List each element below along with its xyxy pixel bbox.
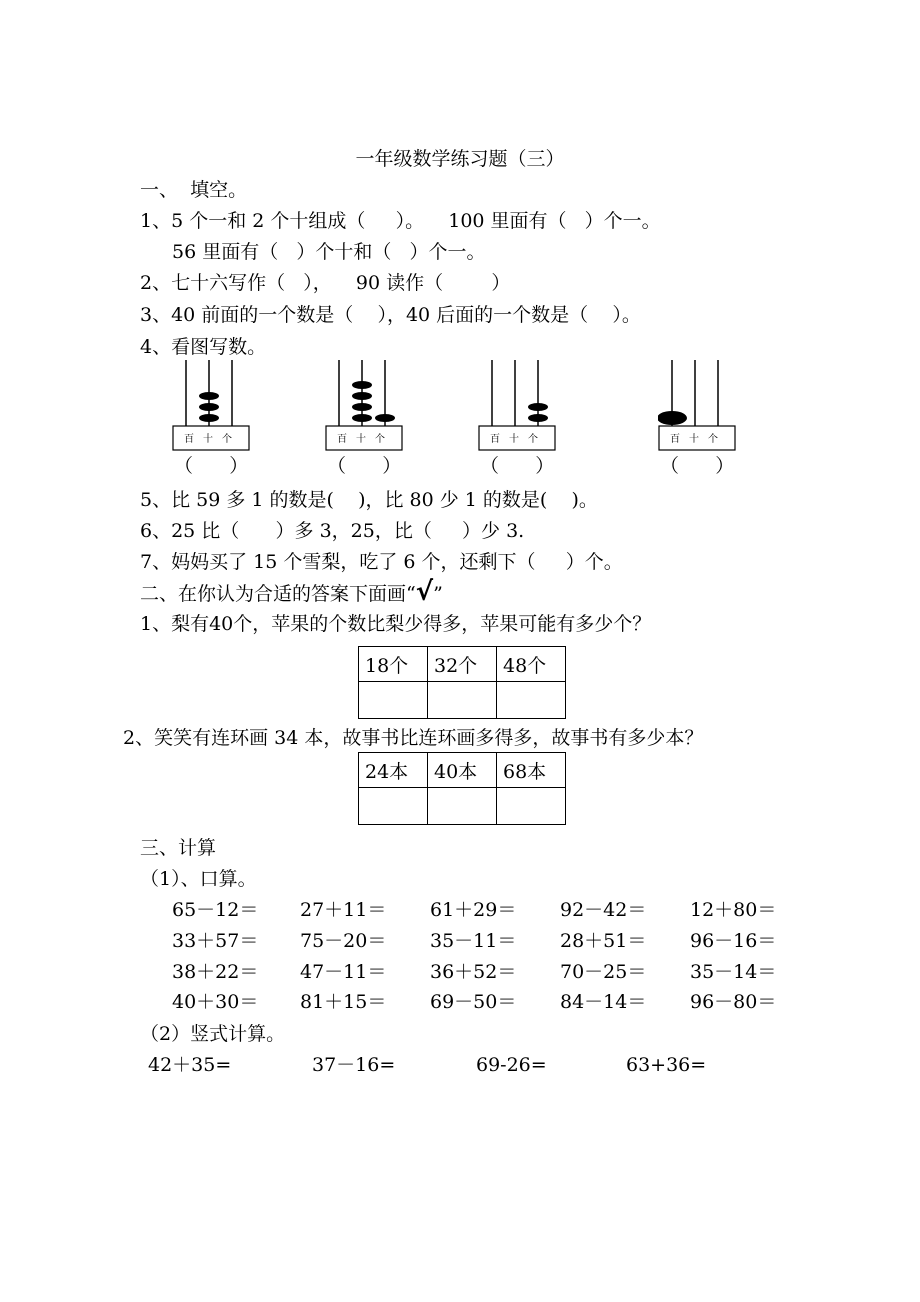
answer-cell[interactable]: [497, 682, 566, 719]
answer-table-1: [358, 646, 566, 719]
abacus-figure: [172, 358, 252, 477]
abacus-place-label: 十: [203, 434, 213, 445]
oral-item: 28＋51＝: [560, 930, 647, 952]
answer-cell[interactable]: [428, 682, 497, 719]
oral-item: 47－11＝: [300, 961, 387, 983]
question-4: 4、看图写数。: [140, 336, 267, 358]
option-cell: 40本: [428, 753, 497, 788]
abacus-figure: [325, 358, 405, 477]
abacus-place-label: 百: [184, 434, 194, 445]
abacus-place-label: 百: [337, 434, 347, 445]
oral-item: 36＋52＝: [430, 961, 517, 983]
oral-item: 96－16＝: [690, 930, 777, 952]
section3-heading: 三、计算: [140, 837, 217, 859]
oral-item: 33＋57＝: [172, 930, 259, 952]
oral-item: 40＋30＝: [172, 991, 259, 1013]
oral-item: 75－20＝: [300, 930, 387, 952]
abacus-drawing: [658, 358, 738, 453]
page-title: 一年级数学练习题（三）: [355, 148, 565, 170]
option-cell: 68本: [497, 753, 566, 788]
oral-item: 12＋80＝: [690, 899, 777, 921]
abacus-place-label: 十: [356, 434, 366, 445]
abacus-place-label: 个: [708, 434, 718, 445]
abacus-bead: [375, 414, 395, 422]
abacus-bead: [352, 414, 372, 422]
oral-item: 70－25＝: [560, 961, 647, 983]
abacus-figure: [658, 358, 738, 477]
section2-question-1: 1、梨有40个，苹果的个数比梨少得多，苹果可能有多少个？: [140, 613, 652, 635]
abacus-bead: [352, 403, 372, 411]
answer-cell[interactable]: [359, 682, 428, 719]
section1-heading: 一、 填空。: [140, 179, 248, 201]
abacus-answer-blank: （ ）: [174, 455, 249, 477]
abacus-drawing: [478, 358, 558, 453]
abacus-place-label: 个: [528, 434, 538, 445]
abacus-place-label: 十: [509, 434, 519, 445]
question-1b: 56 里面有（ ）个十和（ ）个一。: [172, 241, 486, 263]
question-7: 7、妈妈买了 15 个雪梨，吃了 6 个，还剩下（ ）个。: [140, 551, 623, 573]
oral-item: 92－42＝: [560, 899, 647, 921]
abacus-place-label: 个: [375, 434, 385, 445]
vertical-calc-heading: （2）竖式计算。: [140, 1023, 286, 1045]
oral-item: 35－14＝: [690, 961, 777, 983]
section2-question-2: 2、笑笑有连环画 34 本，故事书比连环画多得多，故事书有多少本？: [123, 727, 704, 749]
oral-item: 81＋15＝: [300, 991, 387, 1013]
abacus-bead: [658, 411, 687, 425]
abacus-figure: [478, 358, 558, 477]
question-3: 3、40 前面的一个数是（ ），40 后面的一个数是（ ）。: [140, 304, 641, 326]
oral-item: 27＋11＝: [300, 899, 387, 921]
abacus-bead: [199, 403, 219, 411]
question-2: 2、七十六写作（ ）， 90 读作（ ）: [140, 272, 511, 294]
vertical-item: 42＋35=: [148, 1054, 232, 1076]
abacus-bead: [528, 403, 548, 411]
oral-item: 38＋22＝: [172, 961, 259, 983]
oral-calc-heading: （1）、口算。: [140, 868, 257, 890]
abacus-answer-blank: （ ）: [480, 455, 555, 477]
section2-heading-pre: 二、在你认为合适的答案下面画“: [140, 583, 416, 605]
answer-cell[interactable]: [497, 788, 566, 825]
abacus-bead: [199, 414, 219, 422]
question-1a: 1、5 个一和 2 个十组成（ ）。 100 里面有（ ）个一。: [140, 210, 661, 232]
vertical-item: 63+36=: [626, 1054, 707, 1076]
oral-item: 65－12＝: [172, 899, 259, 921]
abacus-place-label: 百: [490, 434, 500, 445]
abacus-place-label: 百: [670, 434, 680, 445]
section2-heading-post: ”: [433, 583, 443, 605]
abacus-place-label: 十: [689, 434, 699, 445]
oral-item: 96－80＝: [690, 991, 777, 1013]
answer-cell[interactable]: [428, 788, 497, 825]
abacus-bead: [352, 392, 372, 400]
option-cell: 48个: [497, 647, 566, 682]
oral-item: 69－50＝: [430, 991, 517, 1013]
checkmark-icon: √: [415, 577, 434, 607]
abacus-place-label: 个: [222, 434, 232, 445]
answer-cell[interactable]: [359, 788, 428, 825]
question-5: 5、比 59 多 1 的数是( )，比 80 少 1 的数是( )。: [140, 489, 598, 511]
abacus-answer-blank: （ ）: [660, 455, 735, 477]
question-6: 6、25 比（ ）多 3，25，比（ ）少 3.: [140, 520, 525, 542]
vertical-item: 69-26=: [476, 1054, 547, 1076]
oral-item: 84－14＝: [560, 991, 647, 1013]
oral-item: 35－11＝: [430, 930, 517, 952]
answer-table-2: [358, 752, 566, 825]
abacus-drawing: [172, 358, 252, 453]
abacus-drawing: [325, 358, 405, 453]
abacus-bead: [199, 392, 219, 400]
abacus-answer-blank: （ ）: [327, 455, 402, 477]
abacus-bead: [352, 381, 372, 389]
section2-heading: [140, 577, 443, 607]
abacus-bead: [528, 414, 548, 422]
option-cell: 18个: [359, 647, 428, 682]
option-cell: 32个: [428, 647, 497, 682]
option-cell: 24本: [359, 753, 428, 788]
oral-item: 61＋29＝: [430, 899, 517, 921]
vertical-item: 37－16=: [312, 1054, 396, 1076]
